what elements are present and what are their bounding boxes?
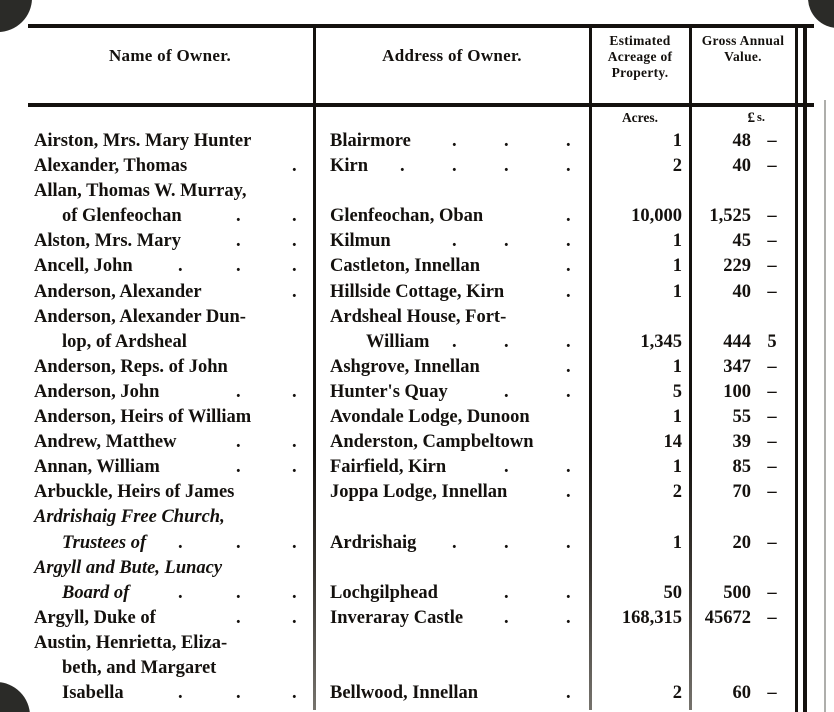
- table-top-rule: [28, 24, 814, 28]
- owner-address: Ardrishaig: [330, 532, 417, 553]
- leader-dot: .: [566, 607, 571, 628]
- leader-dot: .: [566, 582, 571, 603]
- gross-annual-value-shillings: –: [767, 432, 777, 453]
- table-row: [0, 581, 834, 606]
- gross-annual-value-pounds: 55: [732, 407, 751, 428]
- leader-dot: .: [504, 607, 509, 628]
- owner-address: Kirn: [330, 156, 369, 177]
- table-row: [0, 254, 834, 279]
- leader-dot: .: [292, 381, 297, 402]
- leader-dot: .: [504, 156, 509, 177]
- gross-annual-value-shillings: –: [767, 582, 777, 603]
- table-row: [0, 280, 834, 305]
- leader-dot: .: [236, 256, 241, 277]
- leader-dot: .: [178, 256, 183, 277]
- leader-dot: .: [566, 482, 571, 503]
- acreage-value: 1,345: [640, 331, 682, 352]
- acreage-value: 1: [672, 131, 682, 151]
- acreage-value: 1: [672, 231, 682, 252]
- acreage-value: 14: [663, 432, 682, 453]
- owner-address: Bellwood, Innellan: [330, 683, 479, 704]
- owner-name: of Glenfeochan: [62, 206, 182, 227]
- table-row: [0, 179, 834, 204]
- owner-name: Argyll, Duke of: [34, 607, 156, 628]
- table-row: [0, 129, 834, 154]
- gross-annual-value-pounds: 444: [723, 331, 751, 352]
- table-row: [0, 430, 834, 455]
- gross-annual-value-pounds: 500: [723, 582, 751, 603]
- table-row: [0, 405, 834, 430]
- acreage-value: 10,000: [631, 206, 682, 227]
- leader-dot: .: [236, 582, 241, 603]
- leader-dot: .: [452, 331, 457, 352]
- table-body: [0, 129, 834, 706]
- leader-dot: .: [452, 156, 457, 177]
- table-row: [0, 480, 834, 505]
- owner-name: Anderson, Alexander: [34, 281, 202, 302]
- acreage-value: 1: [672, 256, 682, 277]
- owner-name: Isabella: [62, 683, 124, 704]
- column-header-address: Address of Owner.: [382, 46, 522, 65]
- column-header-acreage: Estimated Acreage of Property.: [607, 33, 673, 80]
- owner-name: Anderson, John: [34, 381, 160, 402]
- gross-annual-value-shillings: –: [767, 206, 777, 227]
- owner-name: Anderson, Reps. of John: [34, 356, 228, 377]
- owner-address: Castleton, Innellan: [330, 256, 481, 277]
- owner-address: Lochgilphead: [330, 582, 438, 603]
- table-row: [0, 681, 834, 706]
- leader-dot: .: [504, 457, 509, 478]
- leader-dot: .: [566, 231, 571, 252]
- owner-name: Alston, Mrs. Mary: [34, 231, 181, 252]
- table-row: [0, 380, 834, 405]
- owner-name: Ardrishaig Free Church,: [34, 507, 225, 528]
- gross-annual-value-pounds: 48: [732, 131, 751, 151]
- column-header-value: Gross Annual Value.: [701, 33, 785, 64]
- leader-dot: .: [236, 206, 241, 227]
- leader-dot: .: [400, 156, 405, 177]
- owner-name: Alexander, Thomas: [34, 156, 188, 177]
- gross-annual-value-shillings: 5: [767, 331, 777, 352]
- acreage-value: 1: [672, 532, 682, 553]
- owner-address: Kilmun: [330, 231, 391, 252]
- leader-dot: .: [292, 231, 297, 252]
- acreage-value: 1: [672, 407, 682, 428]
- owner-name: Anderson, Alexander Dun-: [34, 306, 246, 327]
- gross-annual-value-pounds: 40: [732, 156, 751, 177]
- leader-dot: .: [504, 231, 509, 252]
- acreage-value: 168,315: [621, 607, 682, 628]
- leader-dot: .: [292, 607, 297, 628]
- leader-dot: .: [452, 231, 457, 252]
- gross-annual-value-pounds: 229: [723, 256, 751, 277]
- column-header-name: Name of Owner.: [108, 46, 232, 65]
- owner-address: Glenfeochan, Oban: [330, 206, 484, 227]
- acreage-value: 2: [672, 156, 682, 177]
- table-row: [0, 656, 834, 681]
- owner-address: Blairmore: [330, 131, 411, 151]
- table-row: [0, 531, 834, 556]
- unit-label-shillings: s.: [757, 110, 765, 124]
- acreage-value: 1: [672, 281, 682, 302]
- leader-dot: .: [236, 231, 241, 252]
- owner-name: Annan, William: [34, 457, 160, 478]
- owner-address: Avondale Lodge, Dunoon: [330, 407, 530, 428]
- table-row: [0, 631, 834, 656]
- acreage-value: 2: [672, 482, 682, 503]
- gross-annual-value-pounds: 100: [723, 381, 751, 402]
- leader-dot: .: [504, 582, 509, 603]
- leader-dot: .: [504, 532, 509, 553]
- gross-annual-value-pounds: 39: [732, 432, 751, 453]
- table-row: [0, 154, 834, 179]
- leader-dot: .: [236, 381, 241, 402]
- owner-address: Hillside Cottage, Kirn: [330, 281, 505, 302]
- gross-annual-value-shillings: –: [767, 381, 777, 402]
- owner-name: beth, and Margaret: [62, 657, 217, 678]
- leader-dot: .: [566, 331, 571, 352]
- gross-annual-value-pounds: 347: [723, 356, 751, 377]
- owner-name: Argyll and Bute, Lunacy: [34, 557, 223, 578]
- owner-address: Hunter's Quay: [330, 381, 448, 402]
- leader-dot: .: [504, 331, 509, 352]
- leader-dot: .: [292, 156, 297, 177]
- owner-address: Ashgrove, Innellan: [330, 356, 480, 377]
- table-row: [0, 229, 834, 254]
- header-bottom-rule: [28, 103, 814, 107]
- owner-name: Anderson, Heirs of William: [34, 407, 252, 428]
- acreage-value: 2: [672, 683, 682, 704]
- leader-dot: .: [566, 683, 571, 704]
- gross-annual-value-shillings: –: [767, 356, 777, 377]
- owner-name: Airston, Mrs. Mary Hunter: [34, 131, 252, 151]
- owner-name: lop, of Ardsheal: [62, 331, 187, 352]
- owner-name: Trustees of: [62, 532, 147, 553]
- leader-dot: .: [292, 457, 297, 478]
- leader-dot: .: [566, 256, 571, 277]
- leader-dot: .: [292, 683, 297, 704]
- leader-dot: .: [236, 457, 241, 478]
- leader-dot: .: [292, 532, 297, 553]
- gross-annual-value-shillings: –: [767, 407, 777, 428]
- acreage-value: 1: [672, 356, 682, 377]
- leader-dot: .: [292, 582, 297, 603]
- owner-address: Anderston, Campbeltown: [330, 432, 534, 453]
- acreage-value: 50: [663, 582, 682, 603]
- owner-name: Andrew, Matthew: [34, 432, 177, 453]
- leader-dot: .: [566, 457, 571, 478]
- owner-address: Fairfield, Kirn: [330, 457, 447, 478]
- leader-dot: .: [292, 281, 297, 302]
- leader-dot: .: [566, 131, 571, 151]
- leader-dot: .: [452, 532, 457, 553]
- gross-annual-value-shillings: –: [767, 156, 777, 177]
- leader-dot: .: [566, 206, 571, 227]
- leader-dot: .: [504, 381, 509, 402]
- leader-dot: .: [236, 683, 241, 704]
- leader-dot: .: [566, 281, 571, 302]
- leader-dot: .: [566, 381, 571, 402]
- leader-dot: .: [178, 582, 183, 603]
- table-row: [0, 204, 834, 229]
- leader-dot: .: [292, 206, 297, 227]
- gross-annual-value-pounds: 20: [732, 532, 751, 553]
- gross-annual-value-pounds: 70: [732, 482, 751, 503]
- gross-annual-value-shillings: –: [767, 131, 777, 151]
- owner-name: Austin, Henrietta, Eliza-: [34, 632, 228, 653]
- acreage-value: 5: [672, 381, 682, 402]
- gross-annual-value-shillings: –: [767, 607, 777, 628]
- leader-dot: .: [236, 532, 241, 553]
- gross-annual-value-shillings: –: [767, 281, 777, 302]
- gross-annual-value-shillings: –: [767, 482, 777, 503]
- table-row: [0, 330, 834, 355]
- leader-dot: .: [178, 683, 183, 704]
- table-row: [0, 556, 834, 581]
- gross-annual-value-pounds: 1,525: [709, 206, 751, 227]
- unit-label-pounds: £: [747, 110, 755, 126]
- gross-annual-value-pounds: 60: [732, 683, 751, 704]
- table-row: [0, 355, 834, 380]
- table-row: [0, 505, 834, 530]
- gross-annual-value-shillings: –: [767, 256, 777, 277]
- gross-annual-value-shillings: –: [767, 457, 777, 478]
- gross-annual-value-pounds: 45672: [704, 607, 751, 628]
- owner-name: Allan, Thomas W. Murray,: [34, 181, 247, 202]
- owner-name: Ancell, John: [34, 256, 133, 277]
- acreage-value: 1: [672, 457, 682, 478]
- table-row: [0, 606, 834, 631]
- leader-dot: .: [566, 156, 571, 177]
- unit-label-acres: Acres.: [621, 110, 659, 125]
- gross-annual-value-shillings: –: [767, 683, 777, 704]
- gross-annual-value-pounds: 45: [732, 231, 751, 252]
- gross-annual-value-shillings: –: [767, 532, 777, 553]
- owner-name: Arbuckle, Heirs of James: [34, 482, 235, 503]
- owner-name: Board of: [62, 582, 130, 603]
- owner-address: Inveraray Castle: [330, 607, 464, 628]
- gross-annual-value-shillings: –: [767, 231, 777, 252]
- table-row: [0, 305, 834, 330]
- leader-dot: .: [504, 131, 509, 151]
- leader-dot: .: [292, 256, 297, 277]
- table-row: [0, 455, 834, 480]
- leader-dot: .: [566, 532, 571, 553]
- owner-address: Joppa Lodge, Innellan: [330, 482, 508, 503]
- leader-dot: .: [566, 356, 571, 377]
- leader-dot: .: [178, 532, 183, 553]
- leader-dot: .: [292, 432, 297, 453]
- owner-address: Ardsheal House, Fort-: [330, 306, 507, 327]
- leader-dot: .: [236, 607, 241, 628]
- leader-dot: .: [236, 432, 241, 453]
- gross-annual-value-pounds: 40: [732, 281, 751, 302]
- gross-annual-value-pounds: 85: [732, 457, 751, 478]
- owner-address: William: [366, 331, 430, 352]
- leader-dot: .: [452, 131, 457, 151]
